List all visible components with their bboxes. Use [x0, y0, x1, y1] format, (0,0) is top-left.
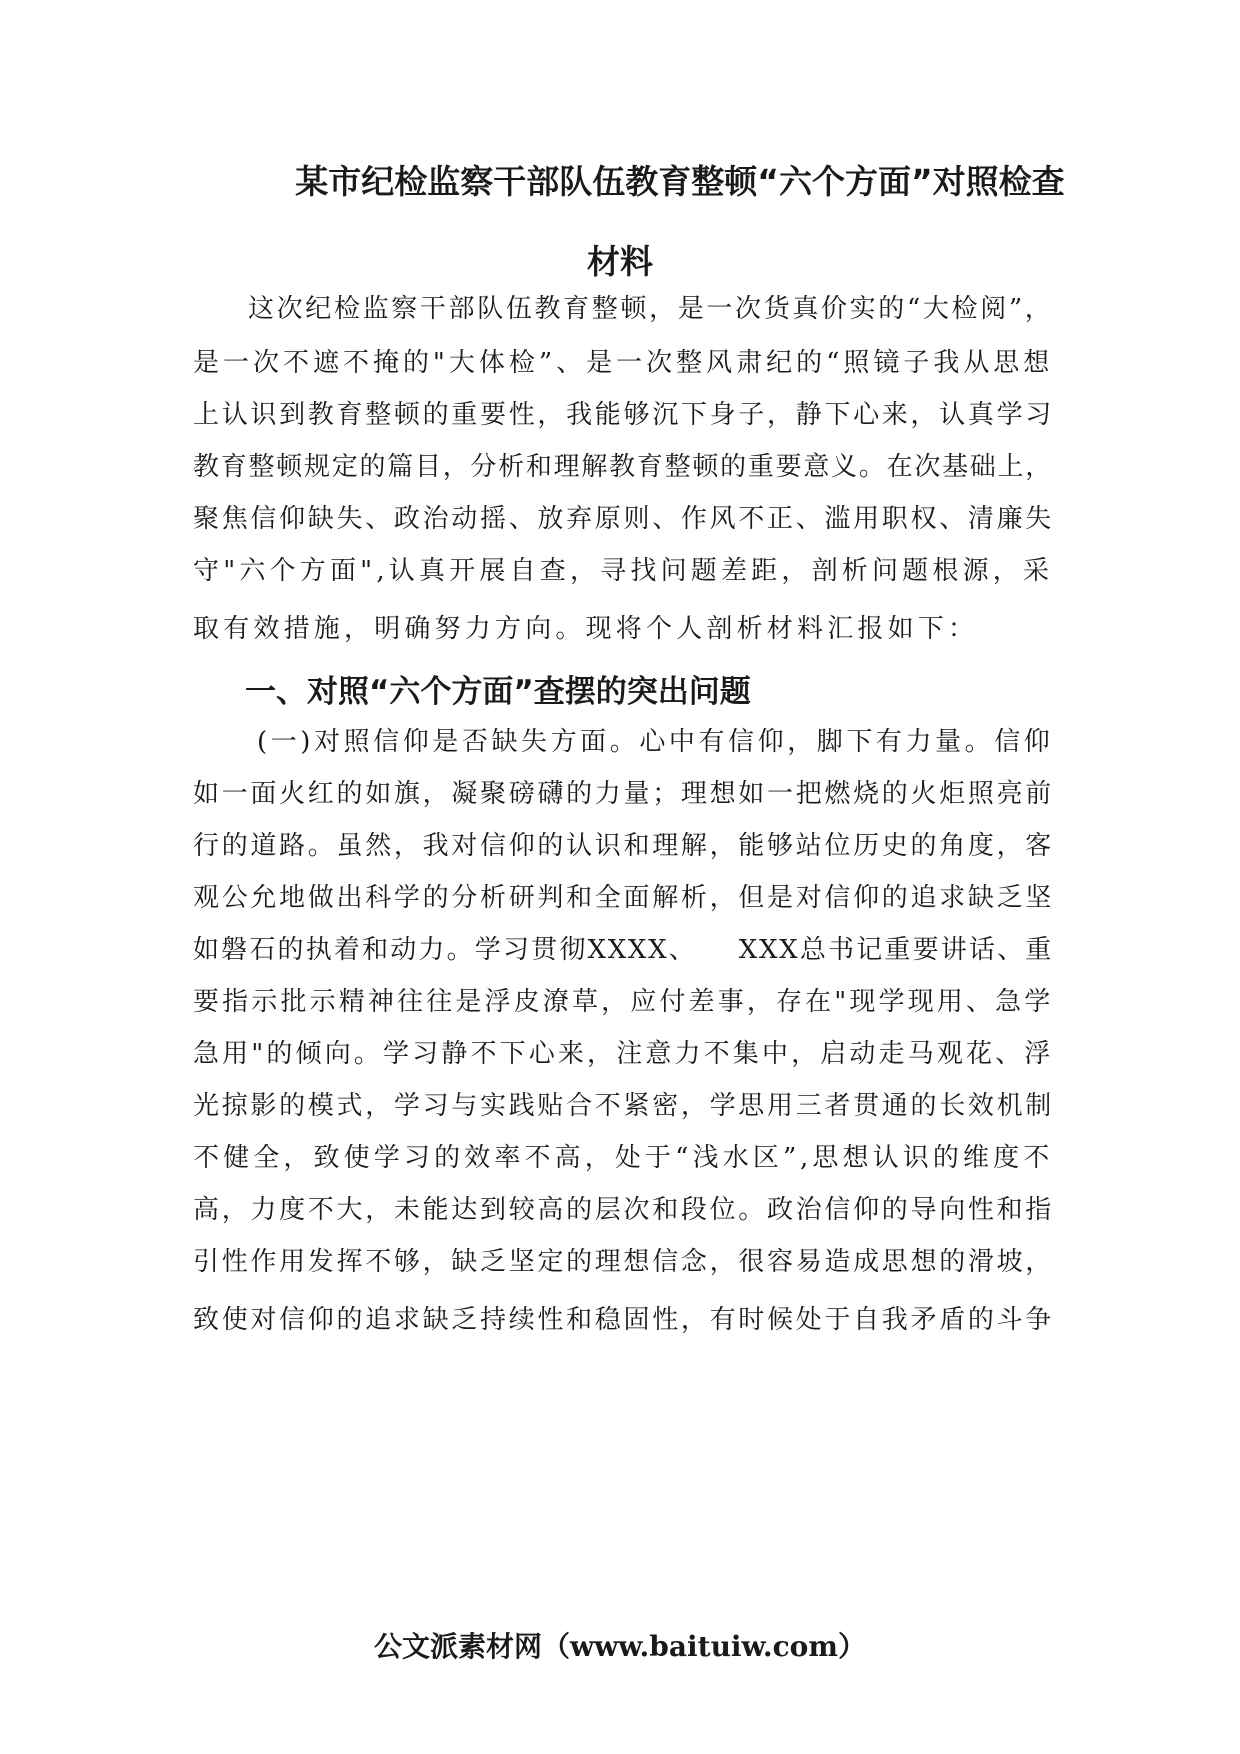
footer-source: 公文派素材网（www.baituiw.com） — [374, 1630, 866, 1663]
intro-line: 教育整顿规定的篇目，分析和理解教育整顿的重要意义。在次基础上， — [193, 452, 1053, 482]
section-line: 高，力度不大，未能达到较高的层次和段位。政治信仰的导向性和指 — [193, 1195, 1055, 1225]
section-line: 不健全，致使学习的效率不高，处于“浅水区”,思想认识的维度不 — [193, 1143, 1053, 1173]
intro-line: 这次纪检监察干部队伍教育整顿，是一次货真价实的“大检阅”， — [248, 294, 1053, 324]
section-line: 行的道路。虽然，我对信仰的认识和理解，能够站位历史的角度，客 — [193, 831, 1055, 861]
intro-line: 是一次不遮不掩的"大体检”、是一次整风肃纪的“照镜子我从思想 — [193, 348, 1053, 378]
document-title-line-1: 某市纪检监察干部队伍教育整顿“六个方面”对照检查 — [295, 162, 1065, 201]
section-line: 观公允地做出科学的分析研判和全面解析，但是对信仰的追求缺乏坚 — [193, 883, 1055, 913]
section-line: 如一面火红的如旗，凝聚磅礴的力量；理想如一把燃烧的火炬照亮前 — [193, 779, 1055, 809]
section-line: 致使对信仰的追求缺乏持续性和稳固性，有时候处于自我矛盾的斗争 — [193, 1305, 1055, 1335]
intro-line: 取有效措施，明确努力方向。现将个人剖析材料汇报如下： — [193, 614, 979, 644]
section-line: 引性作用发挥不够，缺乏坚定的理想信念，很容易造成思想的滑坡， — [193, 1247, 1055, 1277]
intro-line: 聚焦信仰缺失、政治动摇、放弃原则、作风不正、滥用职权、清廉失 — [193, 504, 1055, 534]
section-line: 光掠影的模式，学习与实践贴合不紧密，学思用三者贯通的长效机制 — [193, 1091, 1055, 1121]
section-line: 如磐石的执着和动力。学习贯彻XXXX、 XXX总书记重要讲话、重 — [193, 935, 1053, 965]
intro-line: 上认识到教育整顿的重要性，我能够沉下身子，静下心来，认真学习 — [193, 400, 1055, 430]
section-line: (一)对照信仰是否缺失方面。心中有信仰，脚下有力量。信仰 — [257, 727, 1053, 757]
section-heading: 一、对照“六个方面”查摆的突出问题 — [245, 674, 751, 710]
intro-line: 守"六个方面",认真开展自查，寻找问题差距，剖析问题根源，采 — [193, 556, 1054, 586]
section-line: 要指示批示精神往往是浮皮潦草，应付差事，存在"现学现用、急学 — [193, 987, 1053, 1017]
section-line: 急用"的倾向。学习静不下心来，注意力不集中，启动走马观花、浮 — [193, 1039, 1053, 1069]
document-title-line-2: 材料 — [587, 242, 653, 281]
